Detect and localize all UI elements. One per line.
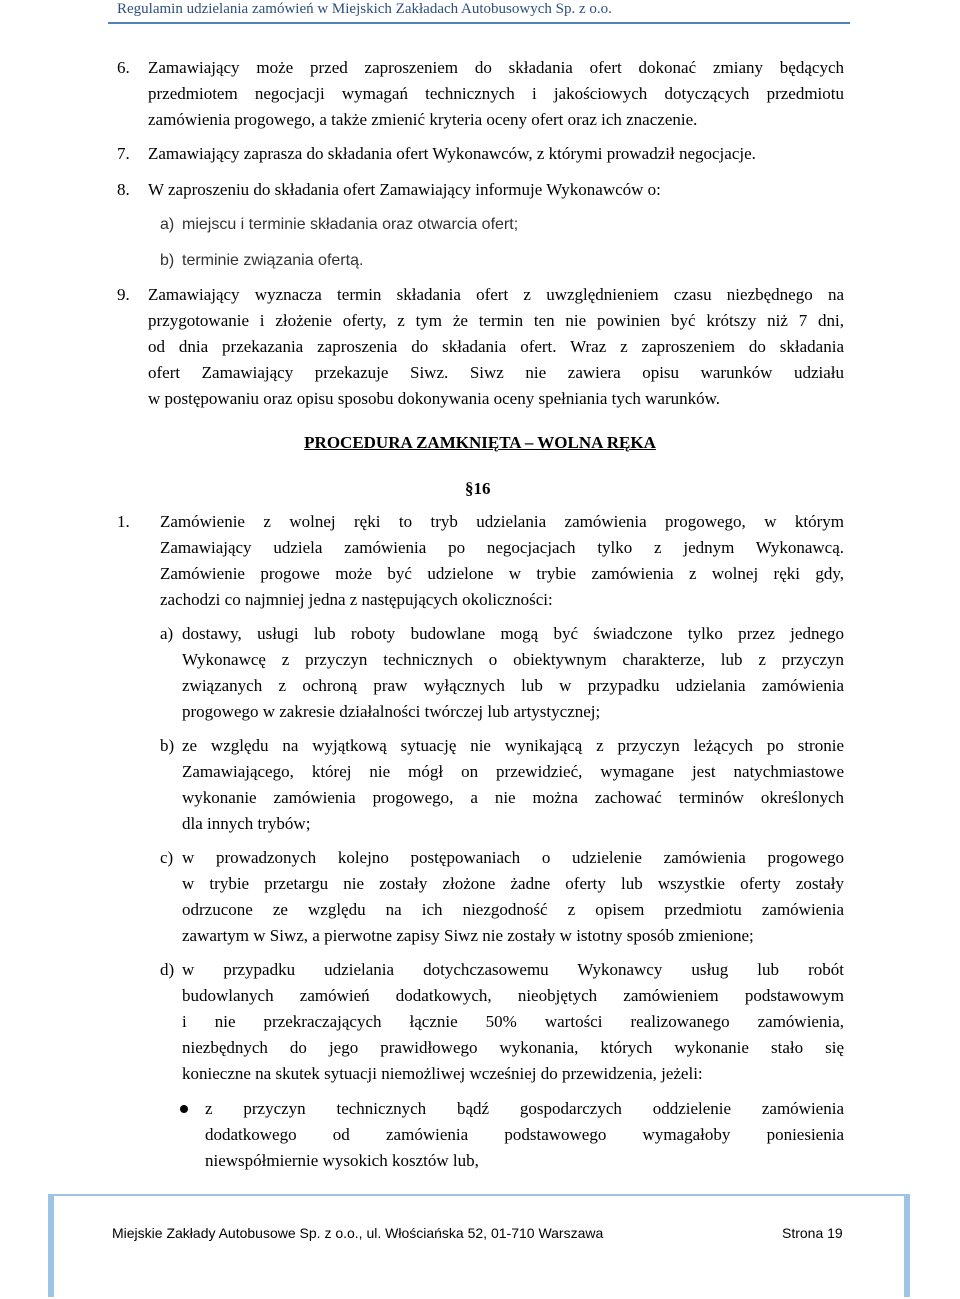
sub-a-line-4: progowego w zakresie działalności twórczej lub artystycznej; xyxy=(182,702,601,721)
bullet-line-2: dodatkowego od zamówienia podstawowego wymagałoby poniesienia xyxy=(205,1125,844,1144)
sub-b-line-2: Zamawiającego, której nie mógł on przewidzieć, wymagane jest natychmiastowe xyxy=(182,762,844,781)
item-7-text: Zamawiający zaprasza do składania ofert Wykonawców, z którymi prowadził negocjacje. xyxy=(148,144,756,163)
item-8-number: 8. xyxy=(117,180,130,199)
footer-left-bar xyxy=(48,1196,54,1297)
sub-d-line-1: w przypadku udzielania dotychczasowemu Wykonawcy usług lub robót xyxy=(182,960,844,979)
sub-a-line-1: dostawy, usługi lub roboty budowlane mogą być świadczone tylko przez jednego xyxy=(182,624,844,643)
item-6-number: 6. xyxy=(117,58,130,77)
sub-d-line-3: i nie przekraczających łącznie 50% wartości realizowanego zamówienia, xyxy=(182,1012,844,1031)
bullet-line-1: z przyczyn technicznych bądź gospodarczych oddzielenie zamówienia xyxy=(205,1099,844,1118)
header-rule xyxy=(108,22,850,24)
sub-b-line-4: dla innych trybów; xyxy=(182,814,311,833)
para-1-line-3: Zamówienie progowe może być udzielone w trybie zamówienia z wolnej ręki gdy, xyxy=(160,564,844,583)
sub-c-line-1: w prowadzonych kolejno postępowaniach o udzielenie zamówienia progowego xyxy=(182,848,844,867)
sub-d-label: d) xyxy=(160,960,175,979)
item-6-line-3: zamówienia progowego, a także zmienić kryteria oceny ofert oraz ich znaczenie. xyxy=(148,110,698,129)
item-6-line-1: Zamawiający może przed zaproszeniem do składania ofert dokonać zmiany będących xyxy=(148,58,844,77)
item-8-b-label: b) xyxy=(160,252,175,269)
sub-b-line-1: ze względu na wyjątkową sytuację nie wynikającą z przyczyn leżących po stronie xyxy=(182,736,844,755)
sub-a-label: a) xyxy=(160,624,174,643)
footer-frame xyxy=(48,1194,910,1299)
item-6-line-2: przedmiotem negocjacji wymagań technicznych i jakościowych dotyczących przedmiotu xyxy=(148,84,844,103)
sub-c-line-2: w trybie przetargu nie zostały złożone żadne oferty lub wszystkie oferty zostały xyxy=(182,874,844,893)
item-8-a-text: miejscu i terminie składania oraz otwarcia ofert; xyxy=(182,216,519,233)
item-9-line-2: przygotowanie i złożenie oferty, z tym że termin ten nie powinien być krótszy niż 7 dni, xyxy=(148,311,844,330)
item-9-line-1: Zamawiający wyznacza termin składania ofert z uwzględnieniem czasu niezbędnego na xyxy=(148,285,844,304)
running-header: Regulamin udzielania zamówień w Miejskich Zakładach Autobusowych Sp. z o.o. xyxy=(117,1,612,17)
bullet-dot xyxy=(180,1105,188,1113)
sub-b-label: b) xyxy=(160,736,175,755)
section-mark: §16 xyxy=(465,479,491,498)
item-7-number: 7. xyxy=(117,144,130,163)
sub-c-label: c) xyxy=(160,848,174,867)
item-9-number: 9. xyxy=(117,285,130,304)
footer-page-number: Strona 19 xyxy=(782,1225,843,1241)
item-8-text: W zaproszeniu do składania ofert Zamawiający informuje Wykonawców o: xyxy=(148,180,661,199)
sub-c-line-3: odrzucone ze względu na ich niezgodność z opisem przedmiotu zamówienia xyxy=(182,900,844,919)
footer-address: Miejskie Zakłady Autobusowe Sp. z o.o., ul. Włościańska 52, 01-710 Warszawa xyxy=(112,1225,604,1241)
para-1-line-2: Zamawiający udziela zamówienia po negocjacjach tylko z jednym Wykonawcą. xyxy=(160,538,844,557)
item-9-line-3: od dnia przekazania zaproszenia do składania ofert. Wraz z zaproszeniem do składania xyxy=(148,337,844,356)
para-1-line-1: Zamówienie z wolnej ręki to tryb udzielania zamówienia progowego, w którym xyxy=(160,512,844,531)
bullet-line-3: niewspółmiernie wysokich kosztów lub, xyxy=(205,1151,479,1170)
sub-d-line-2: budowlanych zamówień dodatkowych, nieobjętych zamówieniem podstawowym xyxy=(182,986,844,1005)
para-1-number: 1. xyxy=(117,512,130,531)
footer-right-bar xyxy=(904,1196,910,1297)
item-9-line-4: ofert Zamawiający przekazuje Siwz. Siwz nie zawiera opisu warunków udziału xyxy=(148,363,844,382)
sub-d-line-4: niezbędnych do jego prawidłowego wykonania, których wykonanie stało się xyxy=(182,1038,844,1057)
sub-a-line-2: Wykonawcę z przyczyn technicznych o obiektywnym charakterze, lub z przyczyn xyxy=(182,650,844,669)
section-heading: PROCEDURA ZAMKNIĘTA – WOLNA RĘKA xyxy=(304,433,656,452)
sub-a-line-3: związanych z ochroną praw wyłącznych lub w przypadku udzielania zamówienia xyxy=(182,676,844,695)
sub-b-line-3: wykonanie zamówienia progowego, a nie można zachować terminów określonych xyxy=(182,788,844,807)
sub-c-line-4: zawartym w Siwz, a pierwotne zapisy Siwz nie zostały w istotny sposób zmienione; xyxy=(182,926,754,945)
item-9-line-5: w postępowaniu oraz opisu sposobu dokonywania oceny spełniania tych warunków. xyxy=(148,389,721,408)
item-8-a-label: a) xyxy=(160,216,175,233)
item-8-b-text: terminie związania ofertą. xyxy=(182,252,364,269)
para-1-line-4: zachodzi co najmniej jedna z następujących okoliczności: xyxy=(160,590,553,609)
sub-d-line-5: konieczne na skutek sytuacji niemożliwej wcześniej do przewidzenia, jeżeli: xyxy=(182,1064,703,1083)
